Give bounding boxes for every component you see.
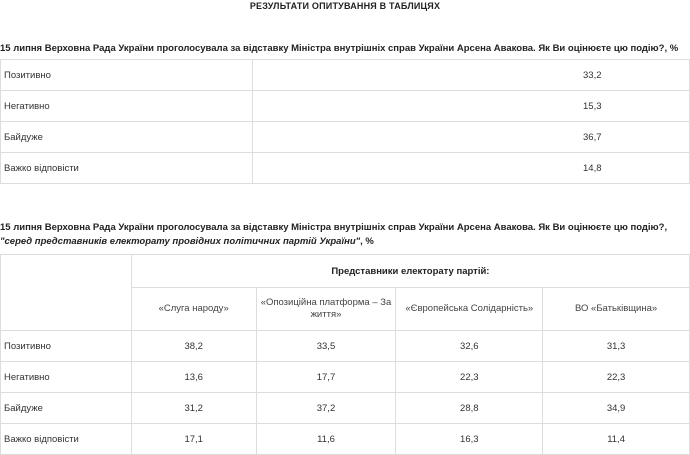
cell-value: 16,3 [396, 424, 543, 455]
table-row [1, 122, 690, 153]
cell-value: 31,2 [131, 393, 256, 424]
row-label: Байдуже [1, 393, 132, 424]
table-header-row [1, 255, 690, 288]
cell-value: 31,3 [543, 331, 690, 362]
cell-value: 28,8 [396, 393, 543, 424]
column-header: «Слуга народу» [131, 288, 256, 331]
cell-value: 11,4 [543, 424, 690, 455]
table-row [1, 91, 690, 122]
results-table-1 [0, 59, 690, 184]
row-label: Байдуже [1, 122, 253, 153]
row-label: Позитивно [1, 331, 132, 362]
column-header: «Опозиційна платформа – За життя» [256, 288, 396, 331]
table-row [1, 60, 690, 91]
cell-value: 37,2 [256, 393, 396, 424]
cell-value: 22,3 [396, 362, 543, 393]
question-2-title: 15 липня Верховна Рада України проголосувала за відставку Міністра внутрішніх справ України Арсена Авакова. Як Ви оцінюєте цю подію?, [0, 222, 668, 233]
row-value: 15,3 [253, 91, 690, 122]
cell-value: 34,9 [543, 393, 690, 424]
row-label: Негативно [1, 91, 253, 122]
group-header: Представники електорату партій: [131, 255, 689, 288]
row-label: Позитивно [1, 60, 253, 91]
cell-value: 11,6 [256, 424, 396, 455]
row-label: Важко відповісти [1, 424, 132, 455]
table-row [1, 331, 690, 362]
cell-value: 22,3 [543, 362, 690, 393]
column-header: «Європейська Солідарність» [396, 288, 543, 331]
cell-value: 32,6 [396, 331, 543, 362]
cell-value: 17,7 [256, 362, 396, 393]
question-2-subtitle [0, 236, 690, 247]
row-value: 36,7 [253, 122, 690, 153]
cell-value: 38,2 [131, 331, 256, 362]
table-row [1, 362, 690, 393]
table-row [1, 153, 690, 184]
row-label: Негативно [1, 362, 132, 393]
results-table-2 [0, 254, 690, 455]
table-row [1, 393, 690, 424]
question-2-unit: , % [360, 236, 374, 247]
question-1-title: 15 липня Верховна Рада України проголосувала за відставку Міністра внутрішніх справ України Арсена Авакова. Як Ви оцінюєте цю подію?, % [0, 43, 679, 54]
cell-value: 17,1 [131, 424, 256, 455]
row-value: 33,2 [253, 60, 690, 91]
row-label: Важко відповісти [1, 153, 253, 184]
column-header: ВО «Батьківщина» [543, 288, 690, 331]
cell-value: 13,6 [131, 362, 256, 393]
question-2-subtitle-text: "серед представників електорату провідних політичних партій України" [0, 236, 361, 247]
row-value: 14,8 [253, 153, 690, 184]
cell-value: 33,5 [256, 331, 396, 362]
empty-header-cell [1, 255, 132, 331]
page-title: РЕЗУЛЬТАТИ ОПИТУВАННЯ В ТАБЛИЦЯХ [249, 1, 441, 11]
